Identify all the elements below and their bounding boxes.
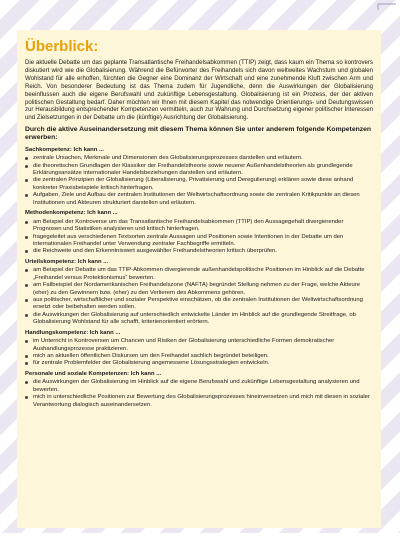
list-item [25, 192, 373, 207]
competency-section [25, 147, 373, 207]
section-heading: Sachkompetenz: Ich kann ... [25, 146, 104, 153]
bullet-icon [25, 250, 28, 253]
competency-section [25, 210, 373, 256]
bullet-icon [25, 269, 28, 272]
bullet-icon [25, 236, 28, 239]
overview-panel [17, 30, 381, 528]
bullet-icon [25, 165, 28, 168]
competency-list [25, 219, 373, 256]
competency-list [25, 267, 373, 326]
list-item [25, 353, 373, 360]
competency-list [25, 379, 373, 409]
list-item-text: mich an aktuellen öffentlichen Diskursen um den Freihandel sachlich begründet beteiligen. [33, 352, 269, 359]
competency-section [25, 371, 373, 409]
list-item-text: die zentralen Prinzipien der Globalisierung (Liberalisierung, Privatisierung und Deregulierung) erklären sowie diese anhand konkreter Praxisbeispiele kritisch hinterfragen. [33, 177, 354, 191]
competency-section [25, 259, 373, 327]
list-item-text: die Auswirkungen der Globalisierung im Hinblick auf die eigene Berufswahl und zukünftige Lebensgestaltung analysieren und bewerten. [33, 379, 360, 393]
bullet-icon [25, 157, 28, 160]
section-heading: Handlungskompetenz: Ich kann ... [25, 329, 121, 336]
list-item [25, 379, 373, 394]
page-bottom-margin [0, 533, 400, 556]
list-item [25, 394, 373, 409]
competency-list [25, 338, 373, 368]
bullet-icon [25, 194, 28, 197]
competency-list [25, 155, 373, 207]
competency-sections [25, 147, 373, 409]
list-item-text: für zentrale Problemfelder der Globalisierung angemessene Lösungsstrategien entwickeln. [33, 360, 270, 367]
list-item [25, 248, 373, 255]
bullet-icon [25, 314, 28, 317]
list-item-text: aus politischer, wirtschaftlicher und sozialer Perspektive einschätzen, ob die zentralen Institutionen der Weltwirtschaftsordnung ersetzt oder beibehalten werden sollen. [33, 296, 363, 311]
competencies-lead: Durch die aktive Auseinandersetzung mit diesem Thema können Sie unter anderem folgende Kompetenzen erwerben: [25, 126, 372, 142]
list-item-text: am Beispiel der Kontroverse um das Transatlantische Freihandelsabkommen (TTIP) den Aussagegehalt divergierender Prognosen und Statistiken analysieren und kritisch hinterfragen. [33, 218, 344, 233]
bullet-icon [25, 299, 28, 302]
intro-paragraph: Die aktuelle Debatte um das geplante Transatlantische Freihandelsabkommen (TTIP) zeigt, dass kaum ein Thema so kontrovers diskutiert wird wie die Globalisierung. Während die Befürworter des Freihandels sich davon weltweites Wachstum und globalen Wohlstand für alle erhoffen, fürchten die Gegner eine Dominanz der Wirtschaft und eine zunehmende Kluft zwischen Arm und Reich. Von besonderer Bedeutung ist das Thema zudem für Jugendliche, denn die Auswirkungen der Globalisierung beeinflussen auch die eigene Berufswahl und zukünftige Lebensgestaltung. Globalisierung ist ein Prozess, der der aktiven politischen Gestaltung bedarf. Daher möchten wir Ihnen mit diesem Kapitel das notwendige Orientierungs- und Deutungswissen zur Herausbildung entsprechender Kompetenzen vermitteln, auch zur Wahrung und Durchsetzung eigener politischer Interessen und Zielsetzungen in der Debatte um die (künftige) Ausrichtung der Globalisierung. [25, 59, 373, 122]
section-heading: Personale und soziale Kompetenzen: Ich kann ... [25, 370, 162, 377]
list-item [25, 267, 373, 282]
list-item [25, 312, 373, 327]
list-item-text: im Unterricht in Kontroversen um Chancen und Risiken der Globalisierung unterschiedliche Formen demokratischer Aushandlungsprozesse praktizieren. [33, 338, 335, 352]
list-item-text: die theoretischen Grundlagen der Klassiker der Freihandelstheorie sowie neuerer Außenhandelstheorien als grundlegende Erklärungsansätze internationaler Handelsbeziehungen darstellen und erläutern. [33, 162, 353, 177]
list-item [25, 297, 373, 312]
bullet-icon [25, 396, 28, 399]
list-item-text: am Fallbeispiel der Nordamerikanischen Freihandelszone (NAFTA) begründet Stellung nehmen zu der Frage, welche Akteure (eher) zu den Gewinnern bzw. (eher) zu den Verlierern des Abkommens gehören. [33, 282, 360, 296]
bullet-icon [25, 362, 28, 365]
list-item [25, 282, 373, 297]
list-item [25, 219, 373, 234]
list-item [25, 177, 373, 192]
section-heading: Methodenkompetenz: Ich kann ... [25, 210, 118, 217]
list-item-text: die Auswirkungen der Globalisierung auf unterschiedlich entwickelte Länder im Hinblick auf die grundlegende Streitfrage, ob Globalisierung Wohlstand für alle schafft, kriterienorientiert erörtern. [33, 311, 356, 326]
bullet-icon [25, 340, 28, 343]
bullet-icon [25, 221, 28, 224]
list-item [25, 338, 373, 353]
panel-title: Überblick: [25, 38, 99, 55]
list-item [25, 234, 373, 249]
section-heading: Urteilskompetenz: Ich kann ... [25, 258, 109, 265]
list-item [25, 360, 373, 367]
competency-section [25, 330, 373, 368]
list-item [25, 163, 373, 178]
corner-bracket-icon [376, 2, 398, 12]
bullet-icon [25, 381, 28, 384]
bullet-icon [25, 179, 28, 182]
list-item-text: mich in unterschiedliche Positionen zur Bewertung des Globalisierungsprozesses hineinversetzen und mich mit diesen in sozialer Verantwortung dialogisch auseinandersetzen. [33, 394, 370, 408]
bullet-icon [25, 284, 28, 287]
bullet-icon [25, 355, 28, 358]
list-item-text: zentrale Ursachen, Merkmale und Dimensionen des Globalisierungsprozesses darstellen und erläutern. [33, 155, 303, 162]
list-item-text: am Beispiel der Debatte um das TTIP-Abkommen divergierende außenhandelspolitische Positionen im Hinblick auf die Debatte „Freihandel versus Protektionismus“ bewerten. [33, 267, 365, 281]
list-item-text: fragegeleitet aus verschiedenen Textsorten zentrale Aussagen und Positionen sowie Intentionen in der Debatte um den internationalen Freihandel unter Verwendung zentraler Fachbegriffe ermitteln. [33, 233, 344, 247]
list-item-text: die Reichweite und den Erkenntniswert ausgewählter Freihandelstheorien kritisch überprüfen. [33, 248, 277, 255]
list-item-text: Aufgaben, Ziele und Aufbau der zentralen Institutionen der Weltwirtschaftsordnung sowie die zentralen Kritikpunkte an diesen Institutionen und Akteuren strukturiert darstellen und erläutern. [33, 192, 360, 206]
list-item [25, 155, 373, 162]
